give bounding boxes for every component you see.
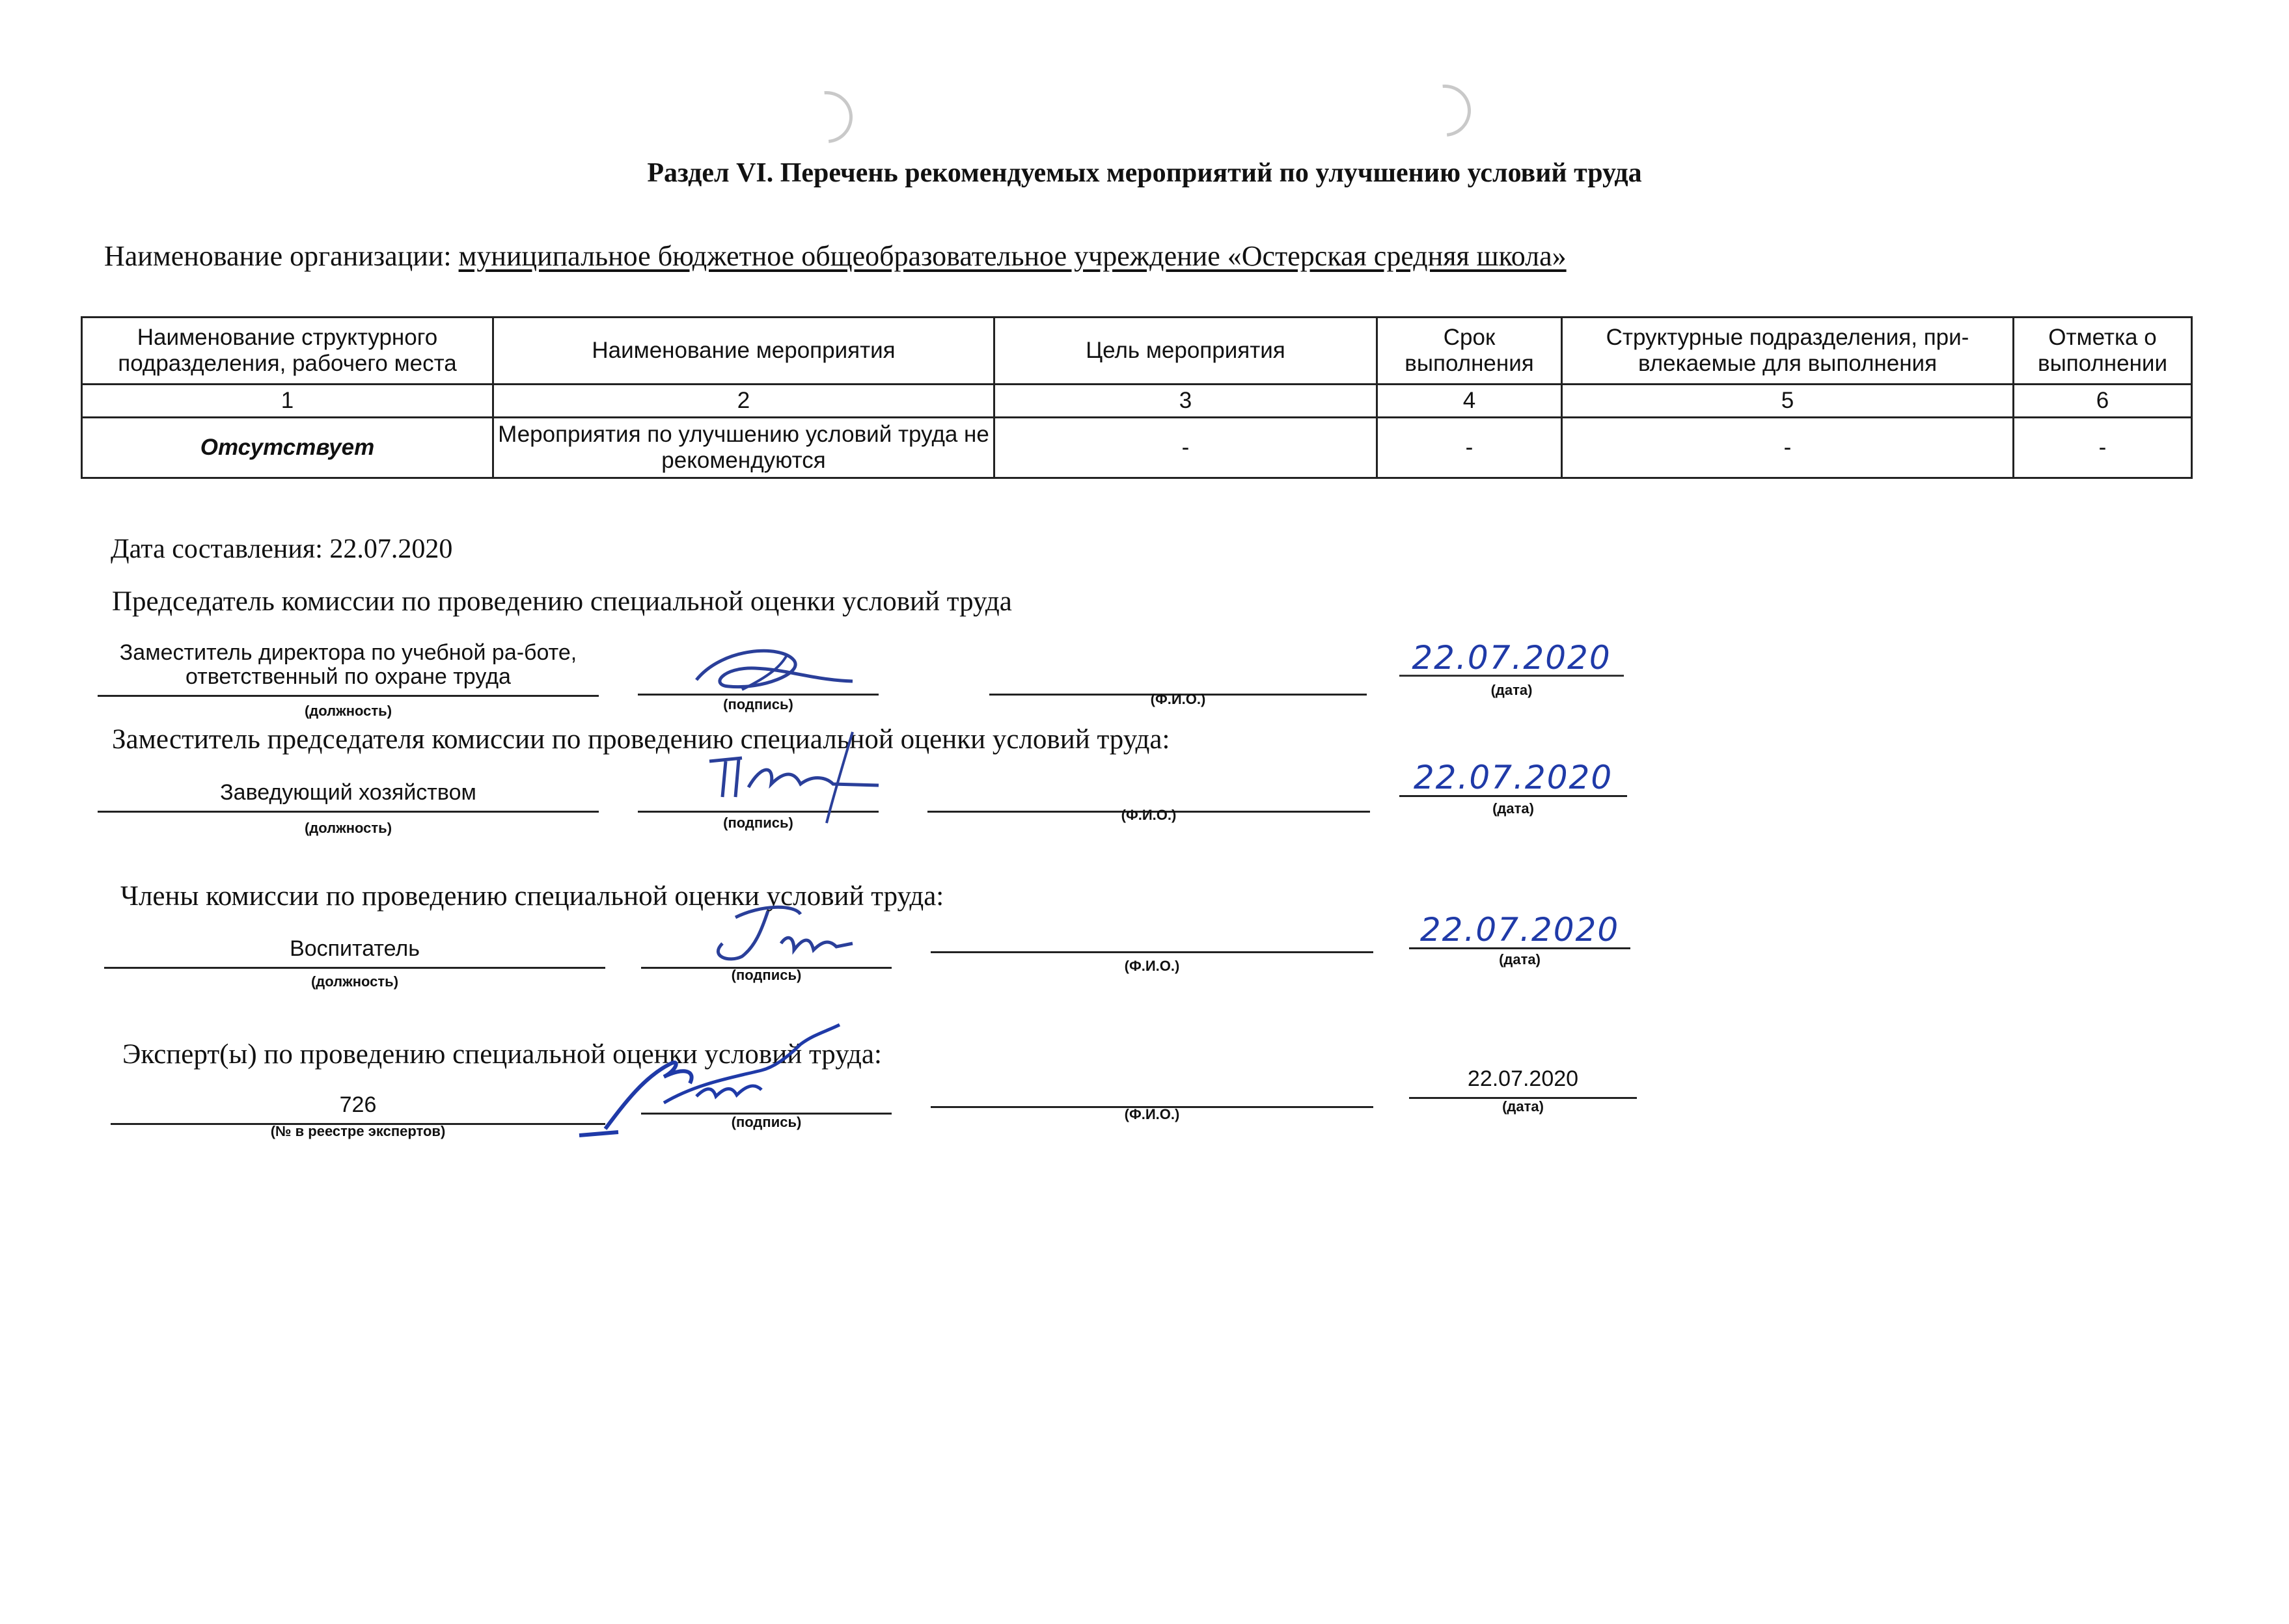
vice-chairman-position: Заведующий хозяйством <box>98 781 599 813</box>
signature-caption: (подпись) <box>731 967 802 983</box>
position-caption: (должность) <box>310 973 399 990</box>
fio-caption: (Ф.И.О.) <box>1124 958 1180 974</box>
members-heading: Члены комиссии по проведению специальной оценки условий труда: <box>120 881 944 912</box>
vice-chairman-signature <box>703 725 898 830</box>
date-caption: (дата) <box>1499 951 1541 968</box>
column-header: Наименование структурного подразделения, рабочего места <box>82 318 493 385</box>
units-cell: - <box>1562 418 2014 478</box>
position-caption: (должность) <box>304 703 392 719</box>
signature-caption: (подпись) <box>723 696 793 712</box>
organization-label: Наименование организации: <box>104 240 452 272</box>
column-header: Цель мероприятия <box>994 318 1377 385</box>
table-row <box>82 418 2192 478</box>
expert-heading: Эксперт(ы) по проведению специальной оценки условий труда: <box>122 1039 882 1070</box>
column-number-row <box>82 385 2192 418</box>
members-date: 22.07.2020 <box>1419 911 1620 949</box>
column-number: 3 <box>994 385 1377 418</box>
measures-table <box>81 316 2193 479</box>
signature-caption: (подпись) <box>731 1114 802 1130</box>
column-header: Отметка о выполнении <box>2014 318 2192 385</box>
date-caption: (дата) <box>1490 682 1533 698</box>
column-header: Структурные подразделения, при-влекаемые для выполнения <box>1562 318 2014 385</box>
document-title: Раздел VI. Перечень рекомендуемых мероприятий по улучшению условий труда <box>647 158 1642 188</box>
expert-date: 22.07.2020 <box>1409 1067 1637 1099</box>
organization-name: муниципальное бюджетное общеобразовательное учреждение «Остерская средняя школа» <box>458 240 1567 272</box>
department-cell: Отсутствует <box>82 418 493 478</box>
date-compiled: Дата составления: 22.07.2020 <box>111 534 453 564</box>
fio-caption: (Ф.И.О.) <box>1121 807 1177 823</box>
expert-registry-number: 726 <box>111 1093 605 1125</box>
column-number: 6 <box>2014 385 2192 418</box>
goal-cell: - <box>994 418 1377 478</box>
fio-caption: (Ф.И.О.) <box>1150 691 1206 707</box>
column-number: 2 <box>493 385 994 418</box>
fio-caption: (Ф.И.О.) <box>1124 1106 1180 1122</box>
registry-caption: (№ в реестре экспертов) <box>270 1123 446 1139</box>
organization-line <box>104 239 1567 273</box>
members-signature <box>696 898 866 969</box>
mark-cell: - <box>2014 418 2192 478</box>
expert-fio <box>931 1080 1373 1108</box>
position-caption: (должность) <box>304 820 392 836</box>
table-header-row <box>82 318 2192 385</box>
date-caption: (дата) <box>1502 1098 1544 1115</box>
column-number: 4 <box>1377 385 1562 418</box>
vice-chairman-date: 22.07.2020 <box>1413 759 1613 796</box>
column-number: 1 <box>82 385 493 418</box>
expert-signature <box>566 1005 866 1155</box>
signature-caption: (подпись) <box>723 815 793 831</box>
column-header: Срок выполнения <box>1377 318 1562 385</box>
members-position: Воспитатель <box>104 937 605 969</box>
deadline-cell: - <box>1377 418 1562 478</box>
members-fio <box>931 921 1373 953</box>
punch-hole-right <box>1408 74 1482 148</box>
column-header: Наименование мероприятия <box>493 318 994 385</box>
chairman-position: Заместитель директора по учебной ра-боте, ответственный по охране труда <box>98 641 599 697</box>
chairman-heading: Председатель комиссии по проведению специальной оценки условий труда <box>112 586 1012 617</box>
column-number: 5 <box>1562 385 2014 418</box>
chairman-date: 22.07.2020 <box>1412 639 1611 677</box>
vice-chairman-heading: Заместитель председателя комиссии по проведению специальной оценки условий труда: <box>112 724 1170 755</box>
date-caption: (дата) <box>1492 800 1534 817</box>
punch-hole-left <box>790 81 864 154</box>
measure-cell: Мероприятия по улучшению условий труда не рекомендуются <box>493 418 994 478</box>
